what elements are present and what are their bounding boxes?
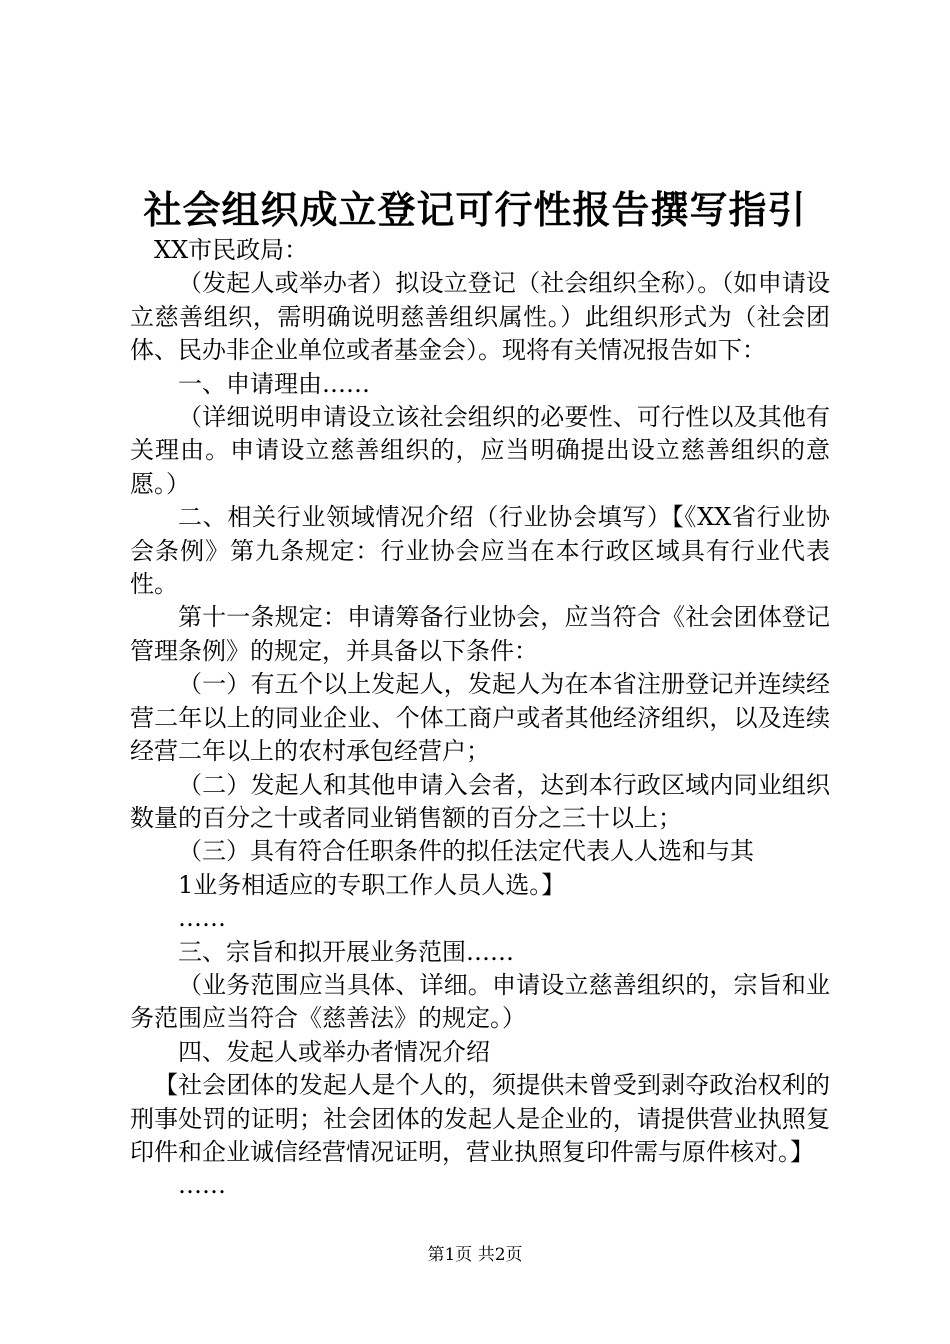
paragraph-founder: 【社会团体的发起人是个人的，须提供未曾受到剥夺政治权利的刑事处罚的证明；社会团体的发起人是企业的，请提供营业执照复印件和企业诚信经营情况证明，营业执照复印件需与原件核对。】 [130, 1071, 830, 1166]
section-heading-2: 二、相关行业领域情况介绍（行业协会填写）【《XX省行业协会条例》第九条规定：行业协会应当在本行政区域具有行业代表性。 [130, 503, 830, 599]
ellipsis-2: …… [178, 1171, 226, 1200]
condition-item-1: （一）有五个以上发起人，发起人为在本省注册登记并连续经营二年以上的同业企业、个体工商户或者其他经济组织，以及连续经营二年以上的农村承包经营户； [130, 670, 830, 766]
salutation: XX市民政局： [154, 236, 309, 264]
section-heading-3: 三、宗旨和拟开展业务范围…… [178, 937, 514, 966]
document-title: 社会组织成立登记可行性报告撰写指引 [143, 187, 807, 232]
section-heading-1: 一、申请理由…… [178, 369, 370, 398]
paragraph-intro: （发起人或举办者）拟设立登记（社会组织全称）。（如申请设立慈善组织，需明确说明慈善组织属性。）此组织形式为（社会团体、民办非企业单位或者基金会）。现将有关情况报告如下： [130, 269, 830, 365]
condition-item-3-continued: 1业务相适应的专职工作人员人选。】 [178, 870, 566, 899]
paragraph-reason: （详细说明申请设立该社会组织的必要性、可行性以及其他有关理由。申请设立慈善组织的，应当明确提出设立慈善组织的意愿。） [130, 403, 830, 498]
page-number: 第1页 共2页 [427, 1245, 523, 1265]
condition-item-2: （二）发起人和其他申请入会者，达到本行政区域内同业组织数量的百分之十或者同业销售额的百分之三十以上； [130, 770, 830, 832]
document-body [130, 234, 830, 1203]
paragraph-article-11: 第十一条规定：申请筹备行业协会，应当符合《社会团体登记管理条例》的规定，并具备以下条件： [130, 603, 830, 665]
ellipsis-1: …… [178, 904, 226, 933]
condition-item-3: （三）具有符合任职条件的拟任法定代表人人选和与其 [178, 837, 754, 866]
section-heading-4: 四、发起人或举办者情况介绍 [178, 1037, 490, 1066]
paragraph-scope: （业务范围应当具体、详细。申请设立慈善组织的，宗旨和业务范围应当符合《慈善法》的规定。） [130, 970, 830, 1033]
